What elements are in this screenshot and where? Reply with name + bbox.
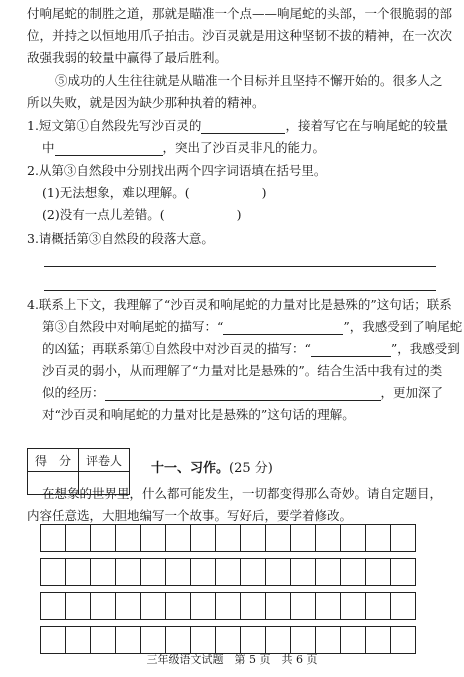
grid-cell[interactable]	[41, 525, 66, 552]
grid-gap-cell	[41, 586, 416, 593]
grid-cell[interactable]	[366, 525, 391, 552]
question-4-text-5b: ，更加深了	[380, 385, 444, 400]
grid-cell[interactable]	[241, 559, 266, 586]
grid-cell[interactable]	[91, 525, 116, 552]
grid-cell[interactable]	[316, 525, 341, 552]
grid-cell[interactable]	[66, 559, 91, 586]
grader-label: 评卷人	[79, 449, 130, 472]
grid-cell[interactable]	[166, 559, 191, 586]
grid-cell[interactable]	[266, 525, 291, 552]
grid-gap	[41, 552, 416, 559]
grid-cell[interactable]	[241, 593, 266, 620]
grid-cell[interactable]	[391, 525, 416, 552]
grid-cell[interactable]	[41, 627, 66, 654]
grid-cell[interactable]	[141, 627, 166, 654]
grid-row	[41, 593, 416, 620]
grid-cell[interactable]	[341, 593, 366, 620]
question-4-line-5	[42, 385, 443, 401]
question-4-line-3	[42, 341, 460, 357]
question-1-text-a: 1.短文第①自然段先写沙百灵的	[27, 118, 202, 133]
grid-gap	[41, 586, 416, 593]
question-4-blank-1[interactable]	[223, 322, 343, 335]
grid-cell[interactable]	[266, 627, 291, 654]
question-2-item-1-text: (1)无法想象，难以理解。(	[42, 185, 190, 200]
grid-cell[interactable]	[216, 559, 241, 586]
question-2-item-2	[42, 207, 241, 223]
question-1-blank-2[interactable]	[55, 143, 163, 156]
question-1-line-2	[42, 140, 325, 156]
grid-cell[interactable]	[116, 525, 141, 552]
question-1-text-c: 中	[42, 140, 55, 155]
question-1-text-b: ，接着写它在与响尾蛇的较量	[285, 118, 448, 133]
grid-cell[interactable]	[391, 559, 416, 586]
grid-cell[interactable]	[241, 525, 266, 552]
grid-cell[interactable]	[291, 559, 316, 586]
passage-paragraph-5-line-2: 所以失败，就是因为缺少那种执着的精神。	[27, 95, 265, 110]
grid-cell[interactable]	[316, 627, 341, 654]
question-4-line-2	[42, 319, 462, 335]
question-3-stem: 3.请概括第③自然段的段落大意。	[27, 231, 214, 246]
grid-cell[interactable]	[166, 593, 191, 620]
question-2-item-2-close: )	[236, 207, 242, 222]
question-1-text-d: ，突出了沙百灵非凡的能力。	[162, 140, 326, 155]
grid-cell[interactable]	[216, 593, 241, 620]
question-4-text-3b: ”，我感受到	[390, 341, 460, 356]
section-11-heading	[151, 461, 273, 477]
section-11-prompt-line-1: 在想象的世界里，什么都可能发生，一切都变得那么奇妙。请自定题目，	[42, 486, 443, 501]
passage-line-3: 敌强我弱的较量中赢得了最后胜利。	[27, 50, 228, 65]
section-11-points: (25 分)	[229, 461, 273, 476]
grid-cell[interactable]	[366, 559, 391, 586]
question-2-item-2-text: (2)没有一点儿差错。(	[42, 207, 165, 222]
grid-cell[interactable]	[191, 525, 216, 552]
grid-cell[interactable]	[241, 627, 266, 654]
question-2-item-1-close: )	[261, 185, 267, 200]
grid-cell[interactable]	[116, 627, 141, 654]
passage-line-1: 付响尾蛇的制胜之道，那就是瞄准一个点——响尾蛇的头部，一个很脆弱的部	[27, 6, 453, 21]
grid-cell[interactable]	[216, 525, 241, 552]
grid-cell[interactable]	[66, 593, 91, 620]
grid-cell[interactable]	[191, 593, 216, 620]
grid-cell[interactable]	[191, 627, 216, 654]
question-4-line-4: 沙百灵的弱小，从而理解了“力量对比是悬殊的”。结合生活中我有过的类	[42, 363, 443, 378]
grid-row	[41, 627, 416, 654]
grid-cell[interactable]	[291, 525, 316, 552]
question-1-blank-1[interactable]	[201, 121, 285, 134]
question-4-text-5a: 似的经历：	[42, 385, 105, 400]
grid-row	[41, 525, 416, 552]
grid-cell[interactable]	[91, 559, 116, 586]
question-4-line-1: 4.联系上下文，我理解了“沙百灵和响尾蛇的力量对比是悬殊的”这句话；联系	[27, 297, 452, 312]
question-4-blank-2[interactable]	[311, 344, 391, 357]
question-1-line-1	[27, 118, 448, 134]
section-11-prompt-line-2: 内容任意选，大胆地编写一个故事。写好后，要学着修改。	[27, 508, 353, 523]
grid-cell[interactable]	[316, 593, 341, 620]
grid-cell[interactable]	[141, 559, 166, 586]
grid-gap	[41, 620, 416, 627]
question-4-blank-3[interactable]	[105, 388, 381, 401]
passage-line-2: 位，并持之以恒地用爪子拍击。沙百灵就是用这种坚韧不拔的精神，在一次次	[27, 28, 453, 43]
grid-cell[interactable]	[116, 559, 141, 586]
grid-cell[interactable]	[166, 627, 191, 654]
grid-gap-cell	[41, 620, 416, 627]
grid-cell[interactable]	[316, 559, 341, 586]
grid-cell[interactable]	[66, 525, 91, 552]
grid-cell[interactable]	[266, 559, 291, 586]
grid-cell[interactable]	[66, 627, 91, 654]
writing-grid[interactable]	[40, 524, 416, 654]
grid-cell[interactable]	[41, 559, 66, 586]
page-footer: 三年级语文试题 第 5 页 共 6 页	[146, 653, 318, 666]
question-3-answer-line-1[interactable]	[44, 266, 436, 267]
grid-cell[interactable]	[391, 593, 416, 620]
question-4-line-6: 对“沙百灵和响尾蛇的力量对比是悬殊的”这句话的理解。	[42, 407, 355, 422]
grid-cell[interactable]	[391, 627, 416, 654]
grid-cell[interactable]	[291, 593, 316, 620]
score-label: 得 分	[28, 449, 79, 472]
grid-cell[interactable]	[216, 627, 241, 654]
section-11-title: 十一、习作。	[151, 461, 230, 476]
grid-gap-cell	[41, 552, 416, 559]
grid-cell[interactable]	[91, 593, 116, 620]
grid-cell[interactable]	[291, 627, 316, 654]
grid-cell[interactable]	[266, 593, 291, 620]
question-4-text-3a: 的凶猛；再联系第①自然段中对沙百灵的描写：“	[42, 341, 311, 356]
passage-paragraph-5-line-1: ⑤成功的人生往往就是从瞄准一个目标并且坚持不懈开始的。很多人之	[55, 73, 443, 88]
grid-cell[interactable]	[341, 559, 366, 586]
question-2-stem: 2.从第③自然段中分别找出两个四字词语填在括号里。	[27, 163, 327, 178]
question-4-text-2b: ”，我感受到了响尾蛇	[343, 319, 463, 334]
grid-cell[interactable]	[341, 627, 366, 654]
grid-cell[interactable]	[366, 593, 391, 620]
grid-cell[interactable]	[166, 525, 191, 552]
grid-cell[interactable]	[91, 627, 116, 654]
grid-cell[interactable]	[141, 593, 166, 620]
grid-cell[interactable]	[41, 593, 66, 620]
grid-cell[interactable]	[141, 525, 166, 552]
grid-row	[41, 559, 416, 586]
grid-cell[interactable]	[366, 627, 391, 654]
question-4-text-2a: 第③自然段中对响尾蛇的描写：“	[42, 319, 224, 334]
question-2-item-1	[42, 185, 266, 201]
grid-cell[interactable]	[116, 593, 141, 620]
grid-cell[interactable]	[341, 525, 366, 552]
grid-cell[interactable]	[191, 559, 216, 586]
question-3-answer-line-2[interactable]	[44, 290, 436, 291]
